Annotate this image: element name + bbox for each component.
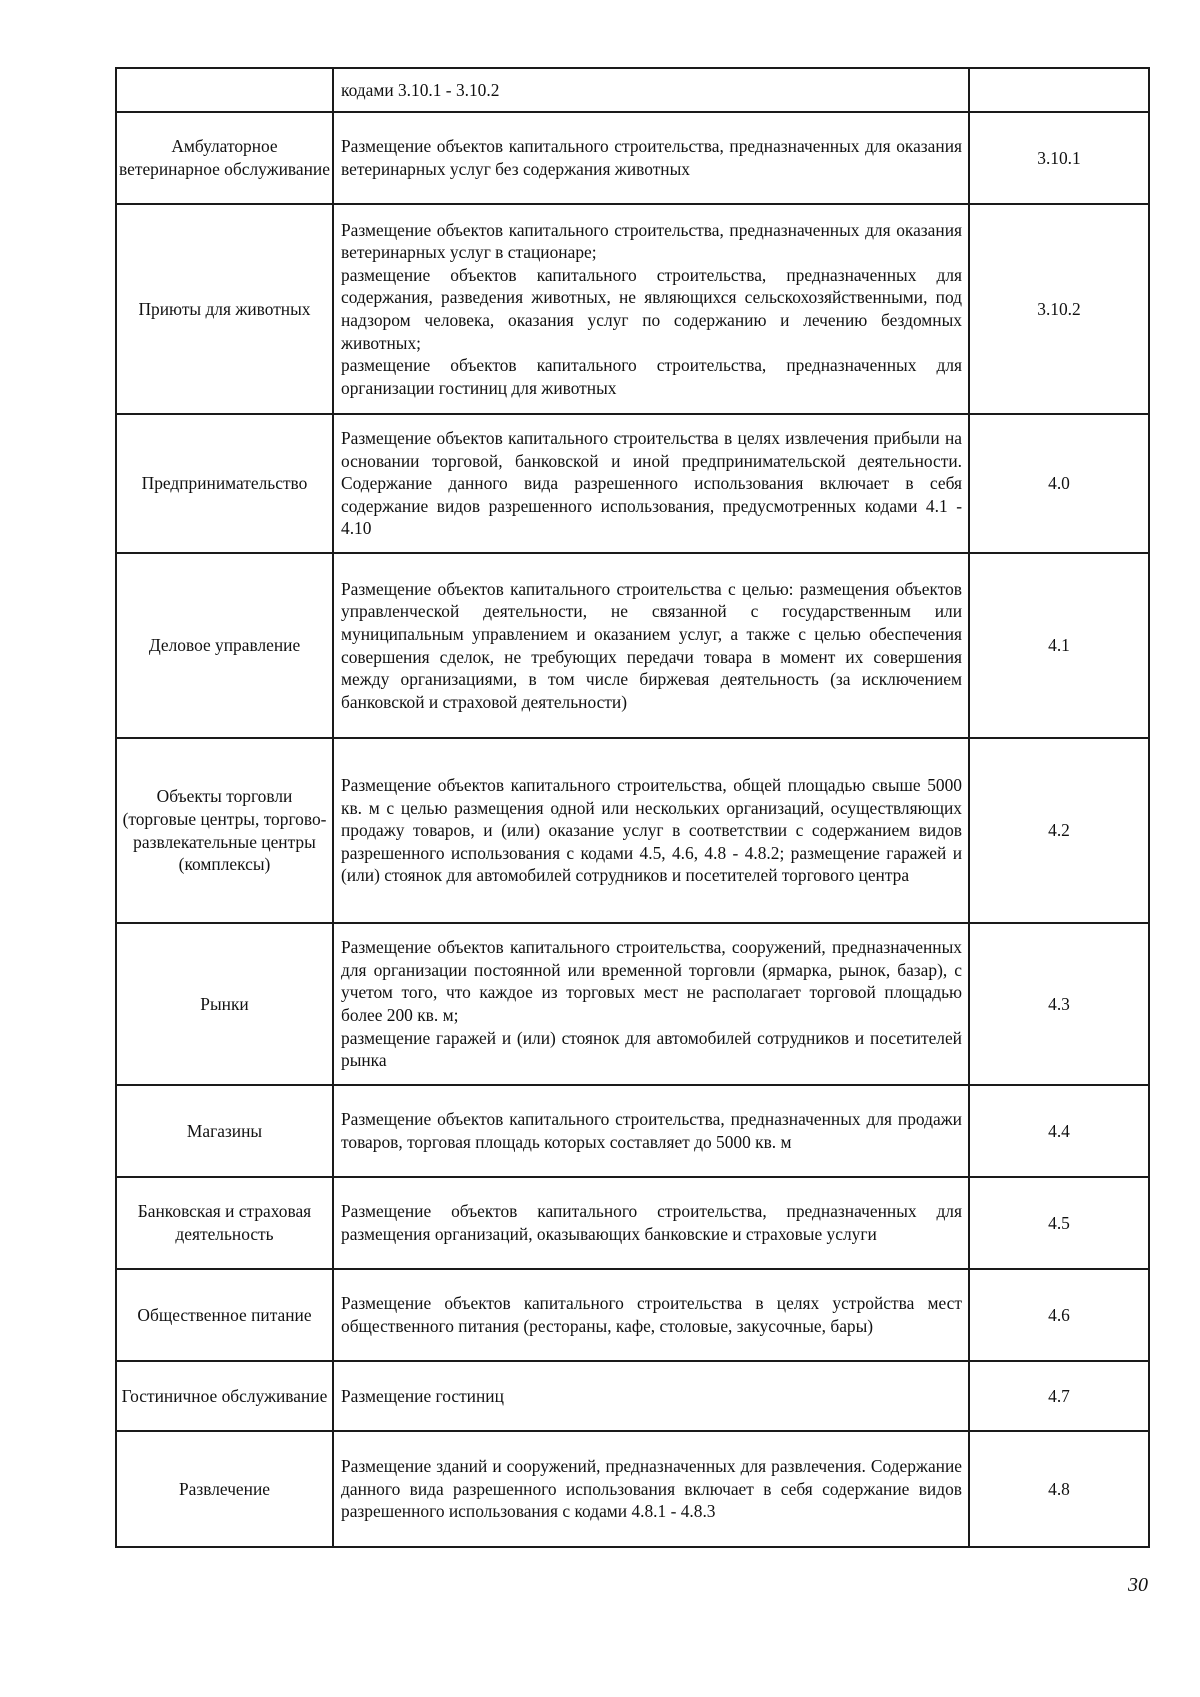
use-type-description (333, 1177, 969, 1269)
use-type-name: Гостиничное обслуживание (116, 1361, 333, 1431)
table-row (116, 553, 1149, 738)
description-paragraph: Размещение объектов капитального строительства в целях устройства мест общественного питания (рестораны, кафе, столовые, закусочные, бары) (341, 1293, 962, 1336)
use-type-code: 3.10.2 (969, 204, 1149, 414)
description-paragraph: Размещение объектов капитального строительства, предназначенных для продажи товаров, торговая площадь которых составляет до 5000 кв. м (341, 1109, 962, 1152)
table-row (116, 1361, 1149, 1431)
use-type-name: Развлечение (116, 1431, 333, 1547)
description-paragraph: размещение объектов капитального строительства, предназначенных для организации гостиниц для животных (341, 355, 962, 398)
use-type-name: Объекты торговли (торговые центры, торгово-развлекательные центры (комплексы) (116, 738, 333, 923)
table-row (116, 1431, 1149, 1547)
description-paragraph: Размещение гостиниц (341, 1385, 504, 1406)
use-type-description (333, 68, 969, 112)
use-type-code: 4.4 (969, 1085, 1149, 1177)
table-row (116, 923, 1149, 1085)
use-type-name: Деловое управление (116, 553, 333, 738)
use-type-description (333, 204, 969, 414)
use-type-name: Амбулаторное ветеринарное обслуживание (116, 112, 333, 204)
table-row (116, 68, 1149, 112)
use-type-name: Приюты для животных (116, 204, 333, 414)
use-type-name: Рынки (116, 923, 333, 1085)
use-type-code: 4.3 (969, 923, 1149, 1085)
description-paragraph: Размещение объектов капитального строительства, предназначенных для размещения организаций, оказывающих банковские и страховые услуги (341, 1201, 962, 1244)
description-paragraph: размещение объектов капитального строительства, предназначенных для содержания, разведения животных, не являющихся сельскохозяйственными, под надзором человека, оказания услуг по содержанию и лечению бездомных животных; (341, 264, 962, 353)
use-type-description (333, 414, 969, 553)
use-type-code: 4.0 (969, 414, 1149, 553)
use-type-description (333, 1269, 969, 1361)
table-row (116, 738, 1149, 923)
use-type-code: 4.8 (969, 1431, 1149, 1547)
description-paragraph: Размещение зданий и сооружений, предназначенных для развлечения. Содержание данного вида разрешенного использования включает в себя содержание видов разрешенного использования с кодами 4.8.1 - 4.8.3 (341, 1456, 962, 1522)
description-paragraph: Размещение объектов капитального строительства в целях извлечения прибыли на основании торговой, банковской и иной предпринимательской деятельности. Содержание данного вида разрешенного использования включает в себя содержание видов разрешенного использования, предусмотренных кодами 4.1 - 4.10 (341, 428, 962, 539)
use-type-name: Банковская и страховая деятельность (116, 1177, 333, 1269)
table-body (116, 68, 1149, 1547)
table-row (116, 1269, 1149, 1361)
use-type-code: 4.7 (969, 1361, 1149, 1431)
use-type-description (333, 1431, 969, 1547)
use-type-code: 4.2 (969, 738, 1149, 923)
use-type-description (333, 112, 969, 204)
description-paragraph: Размещение объектов капитального строительства, сооружений, предназначенных для организации постоянной или временной торговли (ярмарка, рынок, базар), с учетом того, что каждое из торговых мест не располагает торговой площадью более 200 кв. м; (341, 937, 962, 1025)
table-row (116, 1177, 1149, 1269)
use-type-code: 4.1 (969, 553, 1149, 738)
table-row (116, 414, 1149, 553)
use-type-description (333, 923, 969, 1085)
use-type-description (333, 553, 969, 738)
description-paragraph: Размещение объектов капитального строительства с целью: размещения объектов управленческой деятельности, не связанной с государственным или муниципальным управлением и оказанием услуг, а также с целью обеспечения совершения сделок, не требующих передачи товара в момент их совершения между организациями, в том числе биржевая деятельность (за исключением банковской и страховой деятельности) (341, 578, 962, 712)
use-type-name (116, 68, 333, 112)
table-row (116, 204, 1149, 414)
table-row (116, 1085, 1149, 1177)
description-paragraph: Размещение объектов капитального строительства, предназначенных для оказания ветеринарных услуг в стационаре; (341, 219, 962, 263)
use-type-description (333, 738, 969, 923)
use-type-name: Общественное питание (116, 1269, 333, 1361)
description-paragraph: размещение гаражей и (или) стоянок для автомобилей сотрудников и посетителей рынка (341, 1027, 962, 1071)
description-paragraph: Размещение объектов капитального строительства, предназначенных для оказания ветеринарных услуг без содержания животных (341, 136, 962, 179)
land-use-table (115, 67, 1150, 1548)
use-type-name: Магазины (116, 1085, 333, 1177)
use-type-name: Предпринимательство (116, 414, 333, 553)
description-paragraph: кодами 3.10.1 - 3.10.2 (341, 79, 500, 100)
description-paragraph: Размещение объектов капитального строительства, общей площадью свыше 5000 кв. м с целью размещения одной или нескольких организаций, осуществляющих продажу товаров, и (или) оказание услуг в соответствии с содержанием видов разрешенного использования с кодами 4.5, 4.6, 4.8 - 4.8.2; размещение гаражей и (или) стоянок для автомобилей сотрудников и посетителей торгового центра (341, 775, 962, 886)
table-row (116, 112, 1149, 204)
use-type-code (969, 68, 1149, 112)
page-number: 30 (1128, 1574, 1148, 1596)
use-type-description (333, 1361, 969, 1431)
use-type-code: 4.5 (969, 1177, 1149, 1269)
use-type-description (333, 1085, 969, 1177)
use-type-code: 4.6 (969, 1269, 1149, 1361)
use-type-code: 3.10.1 (969, 112, 1149, 204)
